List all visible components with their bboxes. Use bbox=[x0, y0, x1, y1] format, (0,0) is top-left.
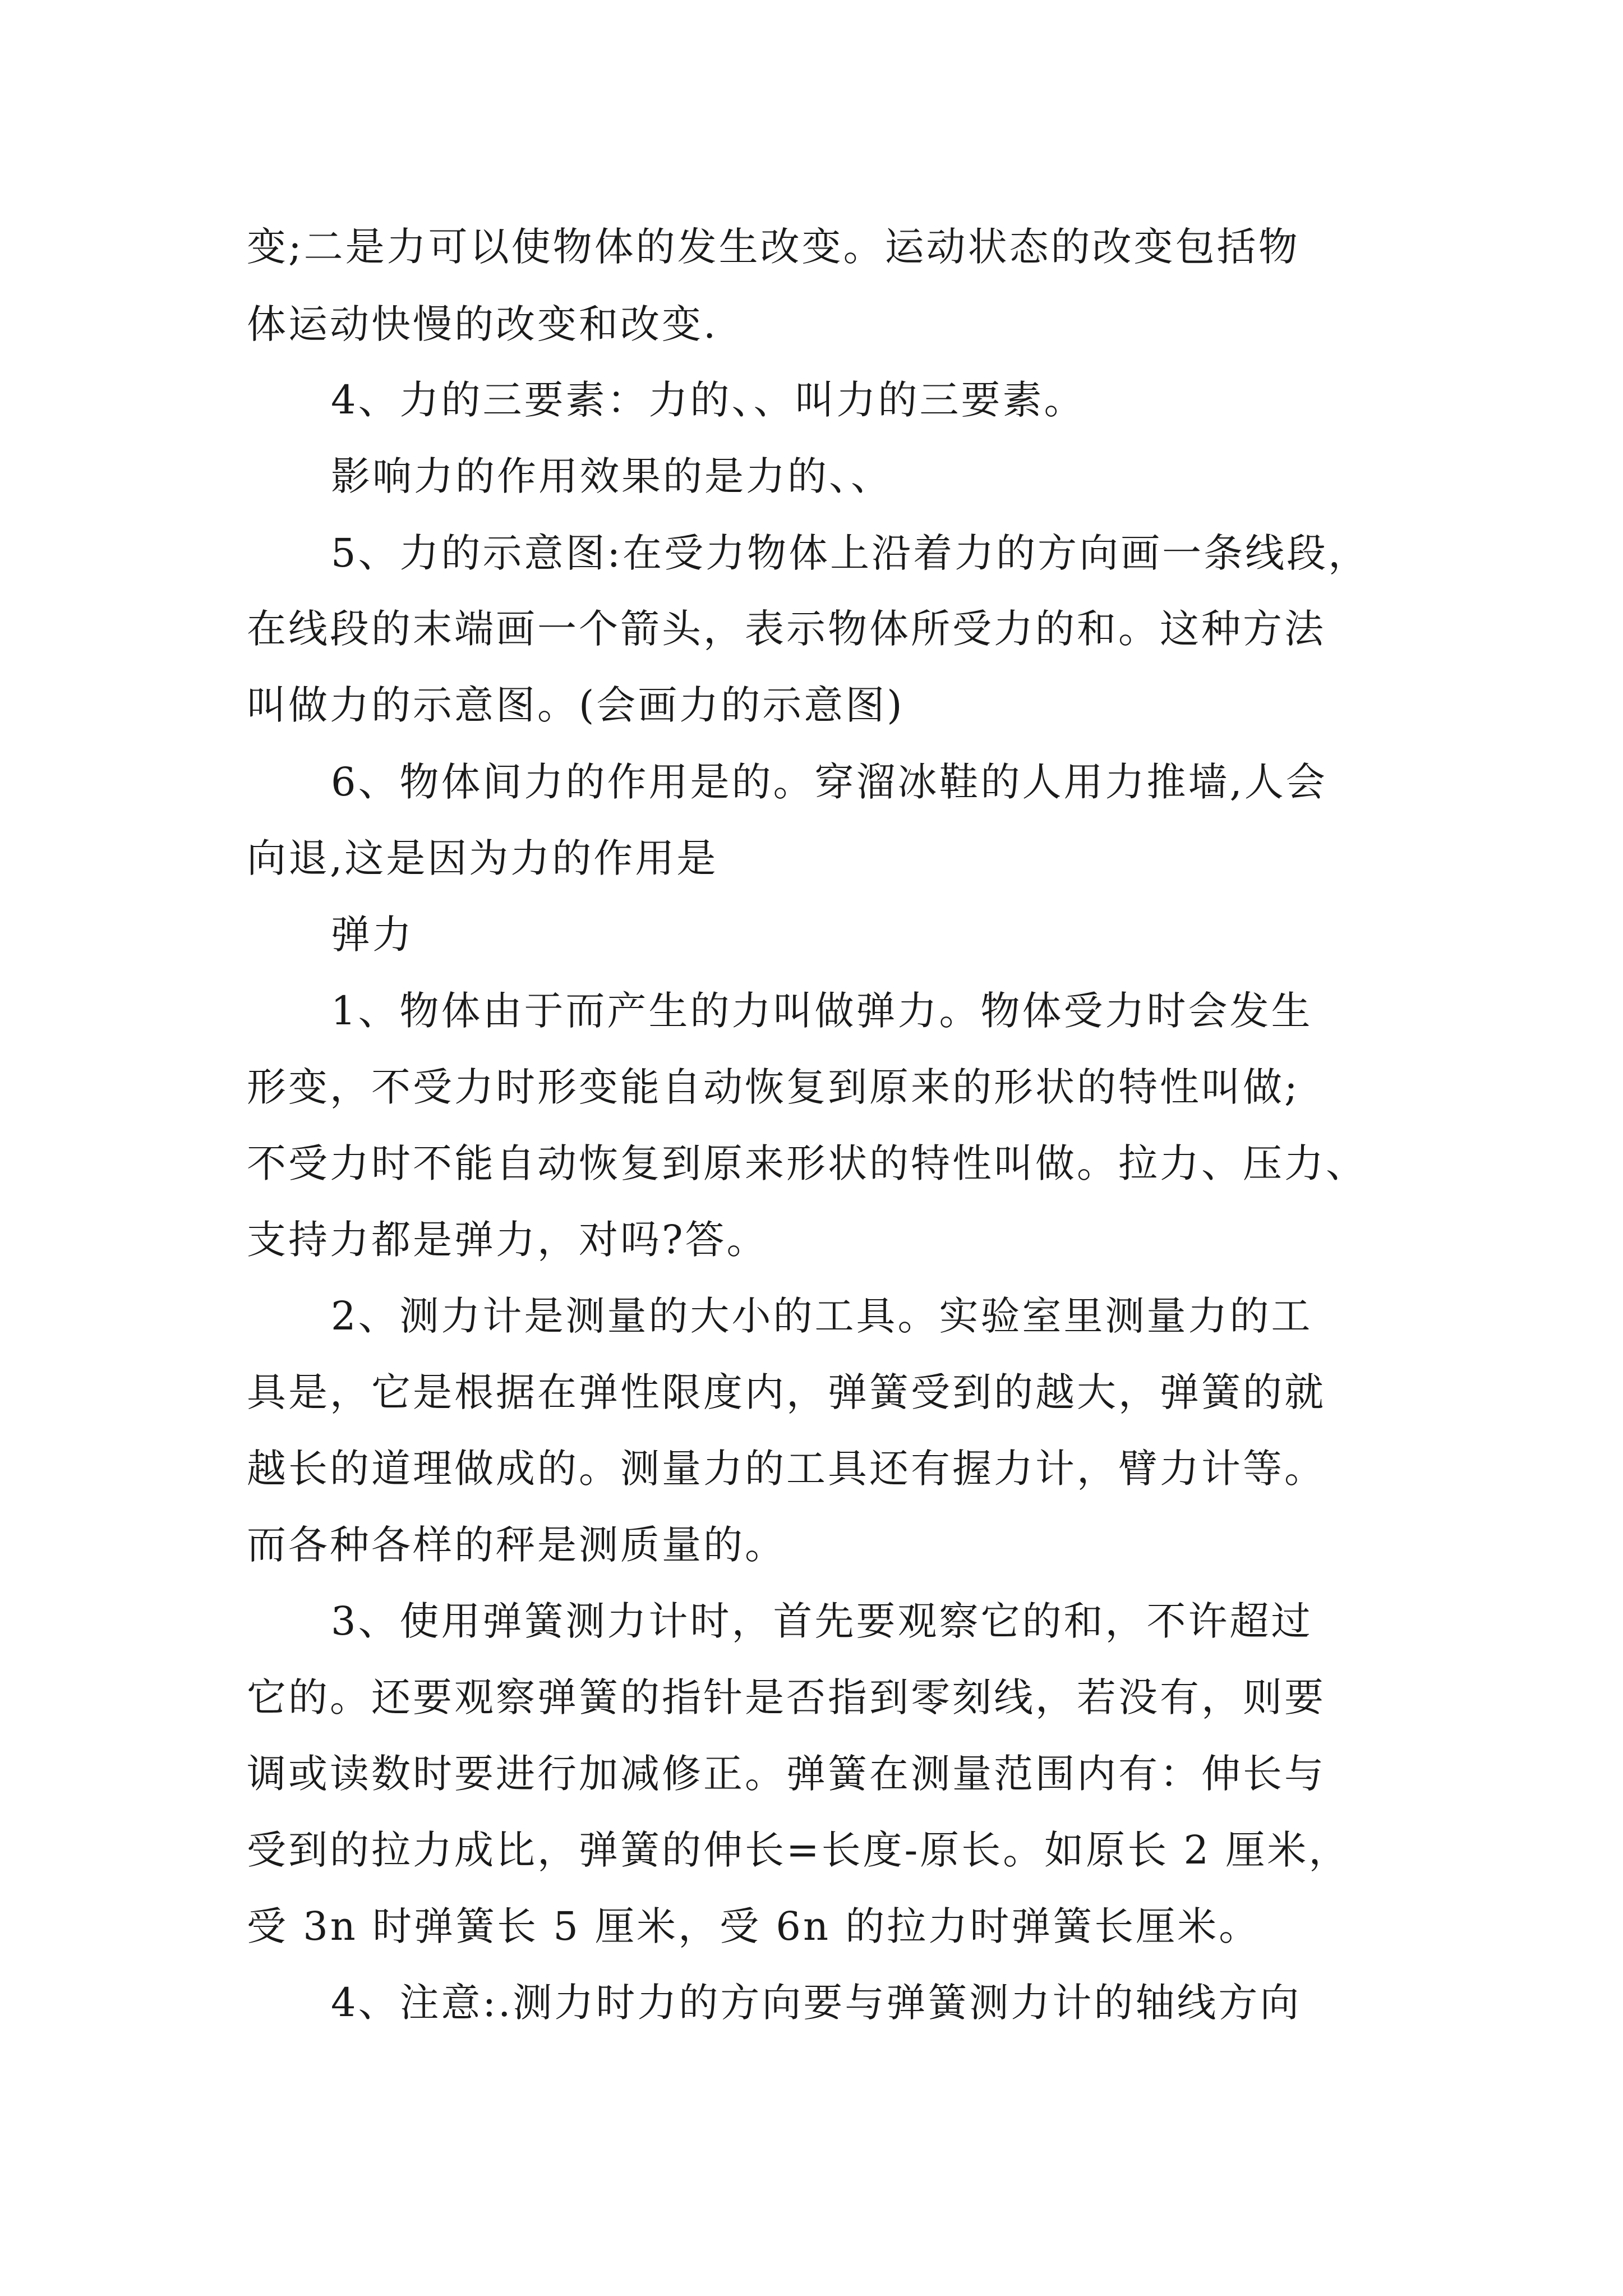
text-line: 向退,这是因为力的作用是 bbox=[247, 835, 718, 881]
text-line: 受到的拉力成比，弹簧的伸长=长度-原长。如原长 2 厘米， bbox=[247, 1827, 1350, 1873]
text-line: 具是，它是根据在弹性限度内，弹簧受到的越大，弹簧的就 bbox=[247, 1369, 1326, 1415]
text-line: 4、注意:.测力时力的方向要与弹簧测力计的轴线方向 bbox=[331, 1980, 1302, 2026]
text-line: 在线段的末端画一个箭头，表示物体所受力的和。这种方法 bbox=[247, 606, 1326, 652]
text-line: 2、测力计是测量的大小的工具。实验室里测量力的工 bbox=[331, 1293, 1313, 1339]
text-line: 支持力都是弹力，对吗?答。 bbox=[247, 1217, 768, 1263]
section-heading: 弹力 bbox=[331, 912, 414, 958]
text-line: 变;二是力可以使物体的发生改变。运动状态的改变包括物 bbox=[247, 224, 1300, 270]
text-line: 而各种各样的秤是测质量的。 bbox=[247, 1522, 786, 1568]
text-line: 1、物体由于而产生的力叫做弹力。物体受力时会发生 bbox=[331, 988, 1313, 1034]
text-line: 体运动快慢的改变和改变. bbox=[247, 301, 718, 347]
text-line: 受 3n 时弹簧长 5 厘米，受 6n 的拉力时弹簧长厘米。 bbox=[247, 1903, 1261, 1949]
text-line: 4、力的三要素：力的、、叫力的三要素。 bbox=[331, 377, 1086, 423]
text-line: 不受力时不能自动恢复到原来形状的特性叫做。拉力、压力、 bbox=[247, 1140, 1367, 1186]
text-line: 越长的道理做成的。测量力的工具还有握力计，臂力计等。 bbox=[247, 1446, 1326, 1492]
text-line: 影响力的作用效果的是力的、、 bbox=[331, 453, 892, 499]
text-line: 形变，不受力时形变能自动恢复到原来的形状的特性叫做; bbox=[247, 1064, 1300, 1110]
text-line: 它的。还要观察弹簧的指针是否指到零刻线，若没有，则要 bbox=[247, 1674, 1326, 1720]
text-line: 6、物体间力的作用是的。穿溜冰鞋的人用力推墙,人会 bbox=[331, 759, 1327, 805]
text-line: 调或读数时要进行加减修正。弹簧在测量范围内有：伸长与 bbox=[247, 1751, 1326, 1797]
text-line: 5、力的示意图:在受力物体上沿着力的方向画一条线段， bbox=[331, 530, 1370, 576]
text-line: 3、使用弹簧测力计时，首先要观察它的和，不许超过 bbox=[331, 1598, 1313, 1644]
text-line: 叫做力的示意图。(会画力的示意图) bbox=[247, 682, 905, 728]
